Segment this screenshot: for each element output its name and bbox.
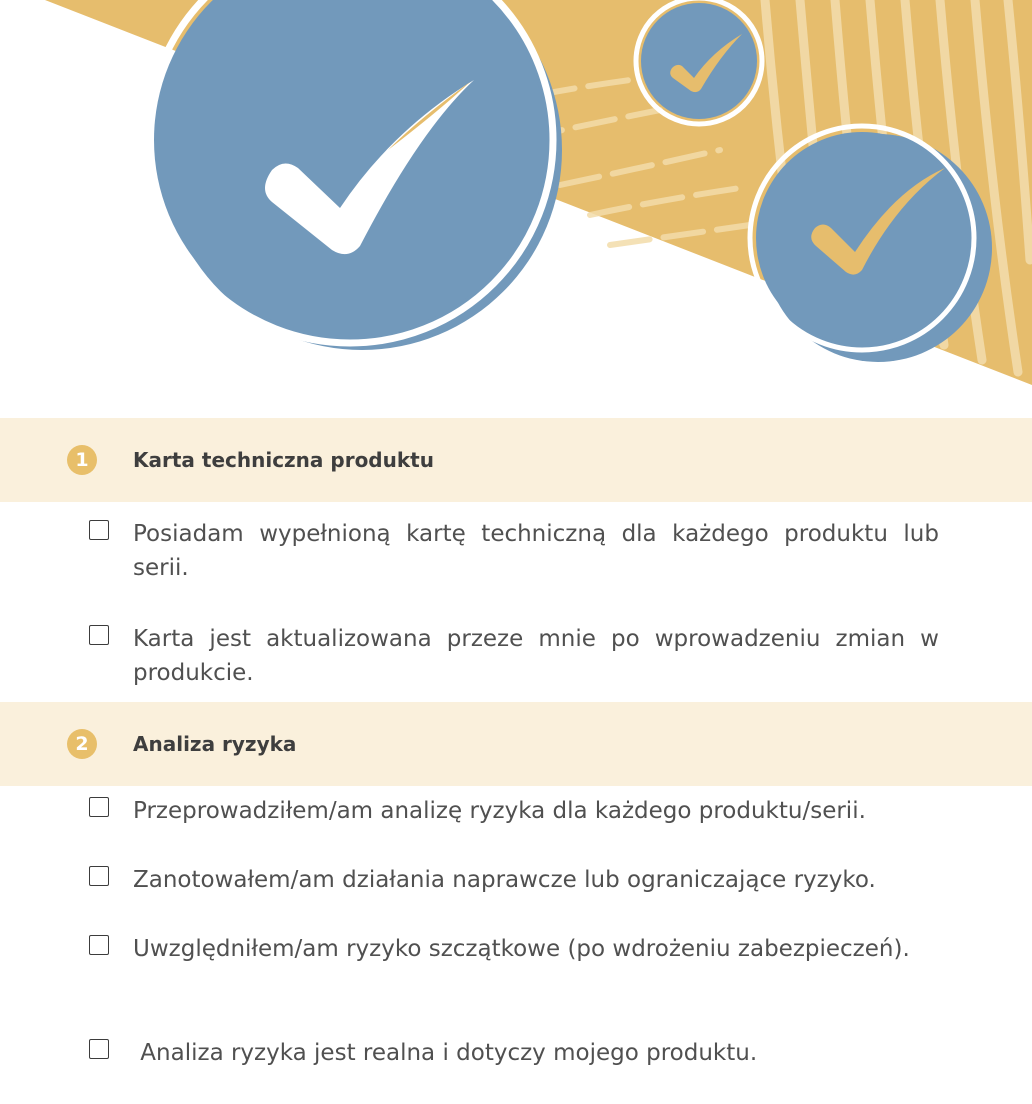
checklist-item-text: Przeprowadziłem/am analizę ryzyka dla każdego produktu/serii. [133,798,866,824]
checklist-item-text: Zanotowałem/am działania naprawcze lub ograniczające ryzyko. [133,867,876,893]
section-header-2 [0,702,1032,786]
section-header-1 [0,418,1032,502]
check-circle-small-icon [636,0,762,124]
checkbox[interactable] [89,866,109,886]
checkbox[interactable] [89,520,109,540]
hero-illustration [0,0,1032,420]
section-number-badge: 2 [67,729,97,759]
section-title: Karta techniczna produktu [133,448,434,472]
section-title: Analiza ryzyka [133,732,297,756]
checklist-item-text: Karta jest aktualizowana przeze mnie po wprowadzeniu zmian w produkcie. [133,626,939,686]
checkbox[interactable] [89,1039,109,1059]
checklist-item-text: Analiza ryzyka jest realna i dotyczy mojego produktu. [133,1040,758,1066]
check-circle-large-icon [147,0,562,350]
checkbox[interactable] [89,625,109,645]
checkbox[interactable] [89,935,109,955]
section-number-badge: 1 [67,445,97,475]
checkbox[interactable] [89,797,109,817]
checklist-item-text: Uwzględniłem/am ryzyko szczątkowe (po wdrożeniu zabezpieczeń). [133,936,910,962]
checklist-item-text: Posiadam wypełnioną kartę techniczną dla każdego produktu lub serii. [133,521,939,581]
